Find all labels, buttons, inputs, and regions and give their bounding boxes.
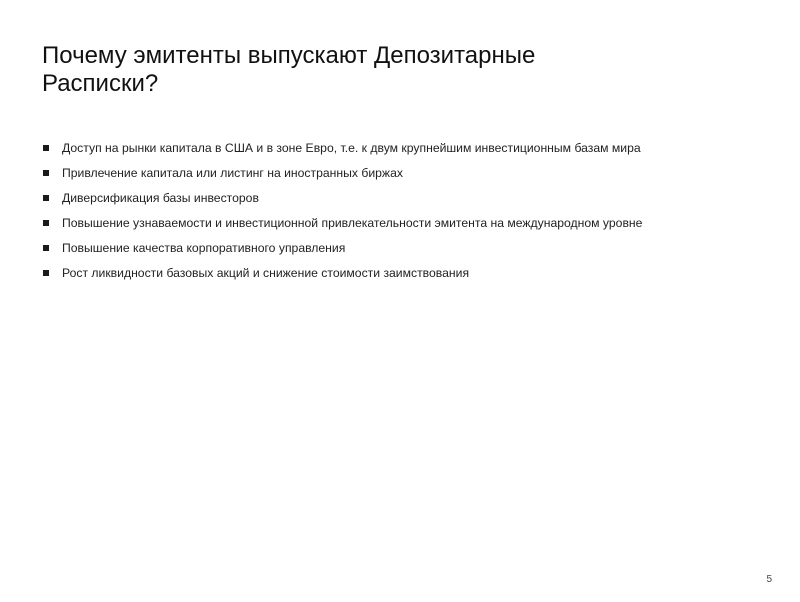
slide-title bbox=[42, 42, 662, 98]
slide-title-line-1: Почему эмитенты выпускают Депозитарные bbox=[42, 42, 536, 69]
bullet-text: Привлечение капитала или листинг на иностранных биржах bbox=[62, 166, 403, 180]
bullet-item bbox=[42, 265, 782, 290]
bullet-item bbox=[42, 215, 782, 240]
square-bullet-icon bbox=[43, 170, 49, 176]
page-number: 5 bbox=[766, 574, 772, 585]
bullet-text: Доступ на рынки капитала в США и в зоне Евро, т.е. к двум крупнейшим инвестиционным базам мира bbox=[62, 141, 641, 155]
square-bullet-icon bbox=[43, 195, 49, 201]
bullet-item bbox=[42, 165, 782, 190]
bullet-item bbox=[42, 140, 782, 165]
slide-title-line-2: Расписки? bbox=[42, 70, 159, 97]
square-bullet-icon bbox=[43, 220, 49, 226]
bullet-text: Повышение узнаваемости и инвестиционной привлекательности эмитента на международном уровне bbox=[62, 216, 643, 230]
square-bullet-icon bbox=[43, 270, 49, 276]
bullet-text: Рост ликвидности базовых акций и снижение стоимости заимствования bbox=[62, 266, 470, 280]
square-bullet-icon bbox=[43, 245, 49, 251]
bullet-list bbox=[42, 140, 782, 290]
bullet-text: Повышение качества корпоративного управления bbox=[62, 241, 346, 255]
square-bullet-icon bbox=[43, 145, 49, 151]
bullet-item bbox=[42, 240, 782, 265]
bullet-item bbox=[42, 190, 782, 215]
bullet-text: Диверсификация базы инвесторов bbox=[62, 191, 259, 205]
